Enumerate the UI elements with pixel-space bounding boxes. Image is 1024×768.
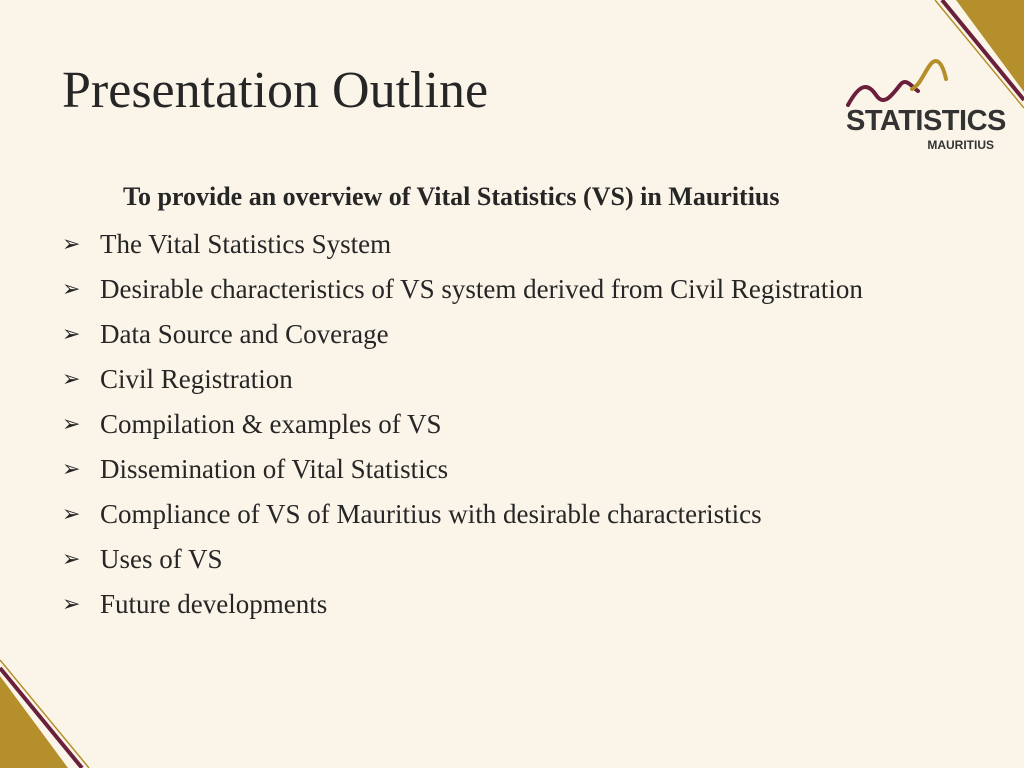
arrow-bullet-icon: ➢ [62,457,81,482]
arrow-bullet-icon: ➢ [62,547,81,572]
outline-item [62,492,863,537]
arrow-bullet-icon: ➢ [62,232,81,257]
outline-item [62,402,863,447]
outline-item-label: Dissemination of Vital Statistics [100,454,449,484]
outline-item [62,357,863,402]
arrow-bullet-icon: ➢ [62,277,81,302]
arrow-bullet-icon: ➢ [62,322,81,347]
outline-item [62,312,863,357]
arrow-bullet-icon: ➢ [62,592,81,617]
statistics-mauritius-logo [842,55,1006,155]
outline-item-label: Compilation & examples of VS [100,409,442,439]
outline-item-label: Civil Registration [100,364,293,394]
outline-list [62,222,863,627]
outline-item [62,537,863,582]
logo-subtext: MAURITIUS [927,138,994,152]
arrow-bullet-icon: ➢ [62,412,81,437]
logo-wordmark: STATISTICS [846,105,1006,137]
outline-item-label: The Vital Statistics System [100,229,392,259]
arrow-bullet-icon: ➢ [62,367,81,392]
outline-item [62,222,863,267]
corner-decoration-bottom-left [0,658,90,768]
outline-item-label: Data Source and Coverage [100,319,389,349]
outline-item-label: Desirable characteristics of VS system derived from Civil Registration [100,274,863,304]
outline-item [62,582,863,627]
outline-item-label: Future developments [100,589,328,619]
outline-item-label: Compliance of VS of Mauritius with desirable characteristics [100,499,762,529]
outline-item [62,267,863,312]
arrow-bullet-icon: ➢ [62,502,81,527]
slide-subtitle: To provide an overview of Vital Statistics (VS) in Mauritius [123,182,780,211]
outline-item [62,447,863,492]
outline-item-label: Uses of VS [100,544,223,574]
slide-title: Presentation Outline [62,62,489,119]
statistics-mauritius-logo-icon [842,55,1002,110]
